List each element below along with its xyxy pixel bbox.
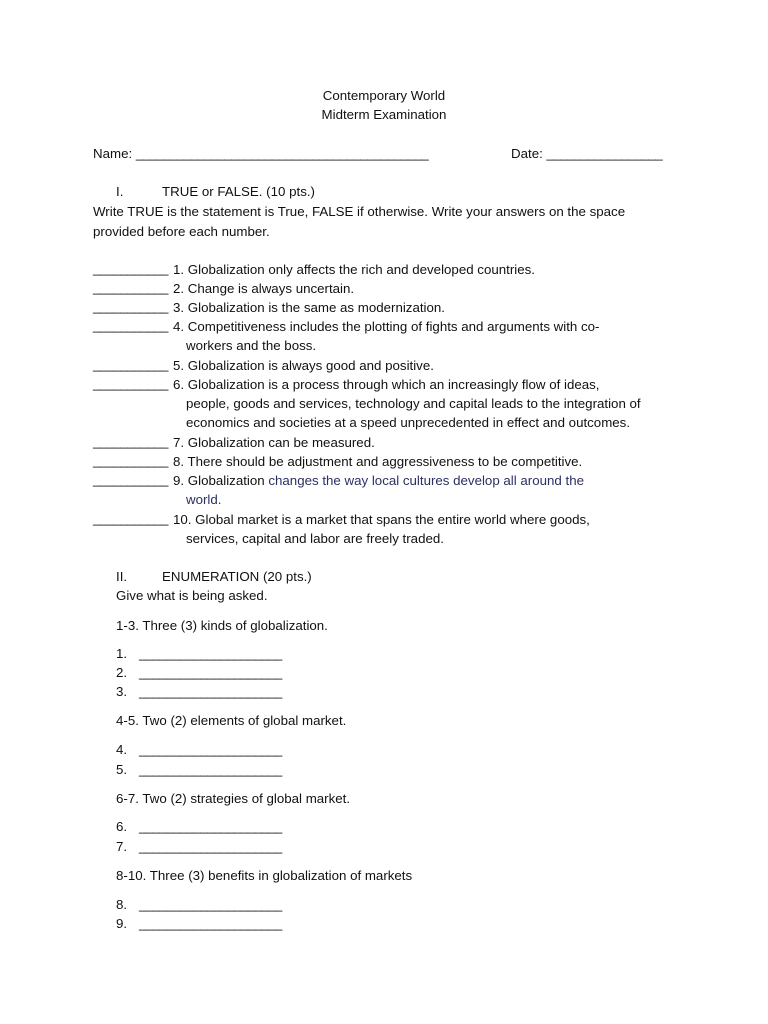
date-field[interactable] xyxy=(511,146,662,162)
tf-item-9 xyxy=(173,473,584,489)
answer-blank-6[interactable]: ___________ xyxy=(93,376,168,391)
tf-item-2: 2. Change is always uncertain. xyxy=(173,281,355,296)
name-field[interactable] xyxy=(93,146,428,162)
enum-number: 6. xyxy=(116,819,128,834)
tf-item-4-cont: workers and the boss. xyxy=(186,338,317,353)
part2-heading: ENUMERATION (20 pts.) xyxy=(162,569,312,584)
enum-number: 5. xyxy=(116,762,128,777)
enum-blank[interactable]: _____________________ xyxy=(139,742,282,757)
part2-numeral: II. xyxy=(116,569,128,584)
answer-blank-10[interactable]: ___________ xyxy=(93,511,168,526)
enum-question-1: 1-3. Three (3) kinds of globalization. xyxy=(116,618,328,633)
enum-blank[interactable]: _____________________ xyxy=(139,762,282,777)
part2-instruction: Give what is being asked. xyxy=(116,588,268,603)
tf-item-9-start: 9. Globalization xyxy=(173,473,269,488)
tf-item-1: 1. Globalization only affects the rich and developed countries. xyxy=(173,262,535,277)
enum-number: 7. xyxy=(116,839,128,854)
answer-blank-8[interactable]: ___________ xyxy=(93,453,168,468)
name-blank[interactable]: ___________________________________________ xyxy=(135,146,429,161)
tf-item-9-cont: world. xyxy=(186,492,222,507)
tf-item-7: 7. Globalization can be measured. xyxy=(173,435,375,450)
enum-blank[interactable]: _____________________ xyxy=(139,684,282,699)
tf-item-6: 6. Globalization is a process through which an increasingly flow of ideas, xyxy=(173,377,600,392)
tf-item-5: 5. Globalization is always good and positive. xyxy=(173,358,434,373)
tf-item-3: 3. Globalization is the same as modernization. xyxy=(173,300,445,315)
exam-subtitle: Midterm Examination xyxy=(321,107,447,122)
enum-number: 9. xyxy=(116,916,128,931)
enum-blank[interactable]: _____________________ xyxy=(139,665,282,680)
tf-item-9-rest: changes the way local cultures develop all around the xyxy=(268,473,584,488)
part1-instruction-line1: Write TRUE is the statement is True, FALSE if otherwise. Write your answers on the space xyxy=(93,204,626,219)
answer-blank-9[interactable]: ___________ xyxy=(93,472,168,487)
tf-item-10: 10. Global market is a market that spans the entire world where goods, xyxy=(173,512,590,527)
date-label: Date: xyxy=(511,146,543,161)
tf-item-10-cont: services, capital and labor are freely traded. xyxy=(186,531,444,546)
enum-number: 8. xyxy=(116,897,128,912)
answer-blank-3[interactable]: ___________ xyxy=(93,299,168,314)
tf-item-4: 4. Competitiveness includes the plotting of fights and arguments with co- xyxy=(173,319,600,334)
enum-blank[interactable]: _____________________ xyxy=(139,839,282,854)
tf-item-8: 8. There should be adjustment and aggressiveness to be competitive. xyxy=(173,454,583,469)
tf-item-6-cont-2: economics and societies at a speed unprecedented in effect and outcomes. xyxy=(186,415,631,430)
enum-blank[interactable]: _____________________ xyxy=(139,897,282,912)
name-label: Name: xyxy=(93,146,133,161)
enum-number: 4. xyxy=(116,742,128,757)
answer-blank-4[interactable]: ___________ xyxy=(93,318,168,333)
date-blank[interactable]: _________________ xyxy=(546,146,663,161)
enum-number: 3. xyxy=(116,684,128,699)
enum-question-4: 8-10. Three (3) benefits in globalization of markets xyxy=(116,868,413,883)
answer-blank-7[interactable]: ___________ xyxy=(93,434,168,449)
enum-number: 1. xyxy=(116,646,128,661)
answer-blank-5[interactable]: ___________ xyxy=(93,357,168,372)
part1-numeral: I. xyxy=(116,184,124,199)
part1-heading: TRUE or FALSE. (10 pts.) xyxy=(162,184,315,199)
part1-instruction-line2: provided before each number. xyxy=(93,224,270,239)
exam-title: Contemporary World xyxy=(322,88,446,103)
enum-question-3: 6-7. Two (2) strategies of global market. xyxy=(116,791,351,806)
enum-blank[interactable]: _____________________ xyxy=(139,819,282,834)
enum-number: 2. xyxy=(116,665,128,680)
enum-blank[interactable]: _____________________ xyxy=(139,916,282,931)
enum-question-2: 4-5. Two (2) elements of global market. xyxy=(116,713,347,728)
tf-item-6-cont-1: people, goods and services, technology and capital leads to the integration of xyxy=(186,396,641,411)
answer-blank-2[interactable]: ___________ xyxy=(93,280,168,295)
answer-blank-1[interactable]: ___________ xyxy=(93,261,168,276)
enum-blank[interactable]: _____________________ xyxy=(139,646,282,661)
